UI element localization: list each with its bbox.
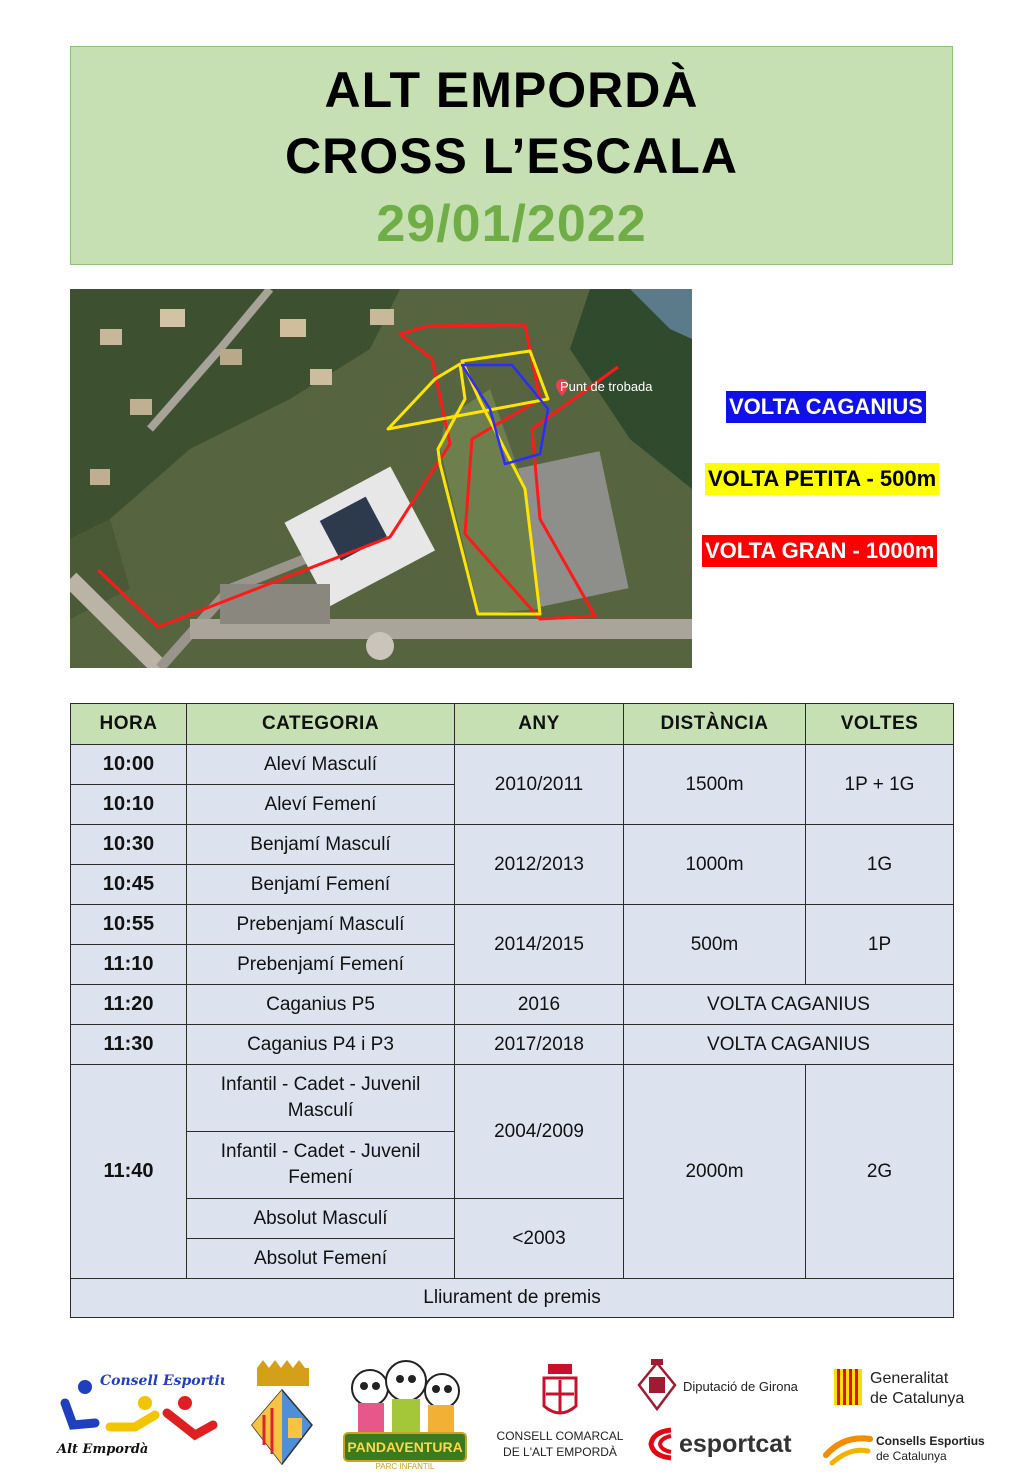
esportcat-logo [645, 1420, 815, 1465]
sponsor-logos [0, 1345, 1023, 1477]
title-event: CROSS L’ESCALA [285, 128, 738, 184]
consell-esportiu-name: Consell Esportiu [100, 1373, 225, 1389]
any-cell: 2017/2018 [455, 1025, 624, 1065]
consells-esportius-line2: de Catalunya [876, 1449, 947, 1463]
any-cell: 2016 [455, 985, 624, 1025]
pandaventura-name: PANDAVENTURA [347, 1439, 463, 1455]
any-cell: 2014/2015 [455, 905, 624, 985]
title-region: ALT EMPORDÀ [324, 62, 699, 118]
meeting-point-label: Punt de trobada [560, 379, 653, 394]
categoria-cell: Prebenjamí Masculí [187, 905, 455, 945]
distancia-cell: 1000m [624, 825, 806, 905]
volta-cell: VOLTA CAGANIUS [624, 1025, 954, 1065]
hora-cell: 10:10 [71, 785, 187, 825]
event-date: 29/01/2022 [376, 195, 647, 253]
esportcat-name: esportcat [679, 1430, 792, 1458]
consell-esportiu-logo [55, 1365, 225, 1460]
header-distancia: DISTÀNCIA [624, 704, 806, 745]
consells-esportius-logo [822, 1425, 1012, 1470]
consell-comarcal-line1: CONSELL COMARCAL [496, 1429, 624, 1443]
categoria-cell: Infantil - Cadet - Juvenil Masculí [187, 1065, 455, 1132]
hora-cell: 11:20 [71, 985, 187, 1025]
categoria-cell: Absolut Masculí [187, 1199, 455, 1239]
diputacio-girona-logo [635, 1355, 825, 1415]
hora-cell: 10:45 [71, 865, 187, 905]
categoria-cell: Caganius P5 [187, 985, 455, 1025]
categoria-cell: Infantil - Cadet - Juvenil Femení [187, 1132, 455, 1199]
voltes-cell: 1P [806, 905, 954, 985]
hora-cell: 11:30 [71, 1025, 187, 1065]
pandaventura-logo [340, 1353, 470, 1471]
categoria-cell: Benjamí Femení [187, 865, 455, 905]
table-row [71, 1279, 954, 1318]
categoria-cell: Absolut Femení [187, 1239, 455, 1279]
table-row [71, 1025, 954, 1065]
title-banner [70, 46, 953, 265]
table-row [71, 985, 954, 1025]
table-row [71, 825, 954, 865]
diputacio-name: Diputació de Girona [683, 1379, 798, 1394]
legend-volta-petita: VOLTA PETITA - 500m [705, 463, 939, 495]
hora-cell: 10:55 [71, 905, 187, 945]
table-header-row [71, 704, 954, 745]
table-row [71, 1065, 954, 1132]
categoria-cell: Aleví Femení [187, 785, 455, 825]
distancia-cell: 2000m [624, 1065, 806, 1279]
legend-volta-caganius: VOLTA CAGANIUS [726, 391, 926, 423]
header-any: ANY [455, 704, 624, 745]
hora-cell: 10:00 [71, 745, 187, 785]
voltes-cell: 1P + 1G [806, 745, 954, 825]
voltes-cell: 2G [806, 1065, 954, 1279]
escala-coat-of-arms [247, 1360, 317, 1470]
consell-comarcal-logo [488, 1360, 633, 1470]
hora-cell: 11:40 [71, 1065, 187, 1279]
header-categoria: CATEGORIA [187, 704, 455, 745]
pandaventura-subtitle: PARC INFANTIL [375, 1462, 435, 1471]
route-map [70, 289, 692, 668]
header-hora: HORA [71, 704, 187, 745]
schedule-table [70, 703, 954, 1318]
distancia-cell: 500m [624, 905, 806, 985]
legend-volta-gran: VOLTA GRAN - 1000m [702, 535, 937, 567]
any-cell: 2010/2011 [455, 745, 624, 825]
header-voltes: VOLTES [806, 704, 954, 745]
consells-esportius-line1: Consells Esportius [876, 1434, 985, 1448]
table-row [71, 745, 954, 785]
voltes-cell: 1G [806, 825, 954, 905]
categoria-cell: Benjamí Masculí [187, 825, 455, 865]
categoria-cell: Prebenjamí Femení [187, 945, 455, 985]
generalitat-logo [830, 1363, 1010, 1413]
distancia-cell: 1500m [624, 745, 806, 825]
table-row [71, 905, 954, 945]
any-cell: 2004/2009 [455, 1065, 624, 1199]
categoria-cell: Caganius P4 i P3 [187, 1025, 455, 1065]
generalitat-line2: de Catalunya [870, 1390, 965, 1407]
any-cell: 2012/2013 [455, 825, 624, 905]
consell-comarcal-line2: DE L'ALT EMPORDÀ [503, 1445, 617, 1459]
any-cell: <2003 [455, 1199, 624, 1279]
hora-cell: 11:10 [71, 945, 187, 985]
awards-cell: Lliurament de premis [71, 1279, 954, 1318]
generalitat-line1: Generalitat [870, 1370, 949, 1387]
volta-cell: VOLTA CAGANIUS [624, 985, 954, 1025]
categoria-cell: Aleví Masculí [187, 745, 455, 785]
consell-esportiu-region: Alt Empordà [57, 1442, 149, 1457]
hora-cell: 10:30 [71, 825, 187, 865]
